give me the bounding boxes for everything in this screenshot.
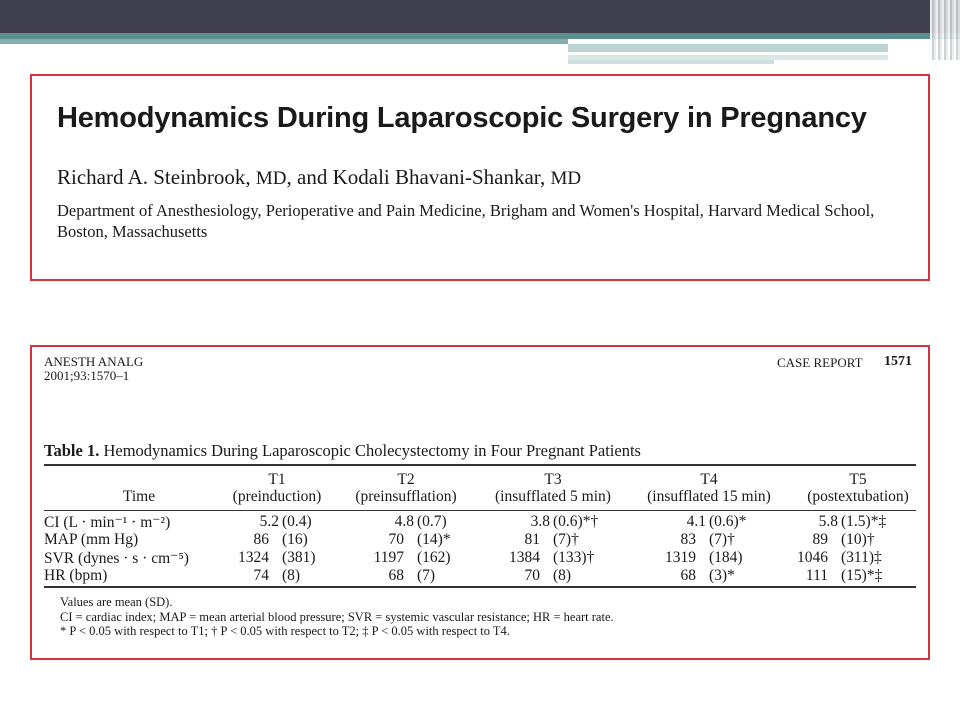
cell-sd: (184) <box>709 549 743 566</box>
table-rule <box>44 586 916 588</box>
journal-citation: 2001;93:1570–1 <box>44 368 130 383</box>
cell-mean: 89 <box>812 531 828 548</box>
table-rule <box>44 510 916 511</box>
cell-sd: (311)‡ <box>841 549 882 566</box>
journal-name: ANESTH ANALG <box>44 354 144 369</box>
col-header-name: T5 <box>849 471 867 488</box>
author-degree: MD <box>550 168 582 189</box>
col-header-name: T2 <box>397 471 415 488</box>
table-row <box>44 531 916 549</box>
cell-mean: 1197 <box>373 549 404 566</box>
slide-accent-stripe <box>0 39 568 44</box>
author-conjunction: , and <box>286 165 328 189</box>
footnote: CI = cardiac index; MAP = mean arterial blood pressure; SVR = systemic vascular resistance; HR = heart rate. <box>60 609 614 624</box>
cell-mean: 74 <box>253 567 269 584</box>
table-row <box>44 513 916 531</box>
col-header-desc: (insufflated 15 min) <box>647 488 771 505</box>
slide-accent-stripe <box>568 44 888 52</box>
cell-sd: (14)* <box>417 531 451 548</box>
cell-mean: 111 <box>805 567 828 584</box>
cell-mean: 1384 <box>509 549 540 566</box>
page-number: 1571 <box>884 354 912 369</box>
paper-affiliation: Department of Anesthesiology, Perioperative and Pain Medicine, Brigham and Women's Hospital, Harvard Medical School, Boston, Massachusetts <box>57 201 875 241</box>
cell-sd: (0.6)* <box>709 513 747 530</box>
cell-sd: (16) <box>282 531 308 548</box>
cell-mean: 1324 <box>238 549 269 566</box>
cell-sd: (1.5)*‡ <box>841 513 887 530</box>
table-label: Table 1. <box>44 441 100 460</box>
col-header-name: T1 <box>268 471 286 488</box>
author-degree: MD <box>255 168 287 189</box>
cell-mean: 1319 <box>665 549 696 566</box>
cell-sd: (133)† <box>553 549 595 566</box>
cell-mean: 81 <box>524 531 540 548</box>
col-header <box>634 471 784 505</box>
row-label: HR (bpm) <box>44 567 108 584</box>
cell-sd: (10)† <box>841 531 875 548</box>
cell-sd: (381) <box>282 549 316 566</box>
cell-sd: (162) <box>417 549 451 566</box>
table-caption-text: Hemodynamics During Laparoscopic Cholecystectomy in Four Pregnant Patients <box>103 441 641 460</box>
section-label: CASE REPORT <box>777 355 863 370</box>
cell-mean: 4.8 <box>394 513 414 530</box>
col-header-desc: (postextubation) <box>807 488 909 505</box>
cell-mean: 68 <box>388 567 404 584</box>
col-header-time: Time <box>122 488 156 505</box>
cell-sd: (7)† <box>709 531 735 548</box>
cell-mean: 5.2 <box>259 513 279 530</box>
table-excerpt-box <box>30 345 930 660</box>
cell-sd: (0.6)*† <box>553 513 599 530</box>
col-header <box>482 471 624 505</box>
row-label: CI (L · min⁻¹ · m⁻²) <box>44 514 171 531</box>
table-row <box>44 567 916 585</box>
slide-accent-stripe <box>568 60 774 64</box>
col-header-desc: (preinsufflation) <box>355 488 457 505</box>
cell-mean: 1046 <box>797 549 828 566</box>
cell-sd: (7) <box>417 567 436 584</box>
col-header-name: T3 <box>544 471 562 488</box>
footnote: Values are mean (SD). <box>60 595 173 609</box>
col-header-desc: (insufflated 5 min) <box>495 488 611 505</box>
slide-top-bar <box>0 0 960 33</box>
cell-mean: 70 <box>524 567 540 584</box>
cell-sd: (0.4) <box>282 513 312 530</box>
paper-header-box <box>30 74 930 281</box>
cell-mean: 68 <box>680 567 696 584</box>
footnote: * P < 0.05 with respect to T1; † P < 0.05 with respect to T2; ‡ P < 0.05 with respect to T4. <box>60 624 510 638</box>
paper-title: Hemodynamics During Laparoscopic Surgery in Pregnancy <box>57 102 867 134</box>
row-label: MAP (mm Hg) <box>44 531 139 548</box>
col-header <box>342 471 470 505</box>
cell-mean: 83 <box>680 531 696 548</box>
col-header <box>217 471 337 505</box>
cell-sd: (8) <box>553 567 572 584</box>
cell-mean: 4.1 <box>686 513 706 530</box>
paper-authors <box>57 165 581 190</box>
col-header-name: T4 <box>700 471 718 488</box>
cell-mean: 86 <box>253 531 269 548</box>
row-label: SVR (dynes · s · cm⁻⁵) <box>44 550 189 567</box>
author-name: Kodali Bhavani-Shankar, <box>332 165 546 189</box>
slide-corner-decoration <box>930 0 960 60</box>
cell-sd: (15)*‡ <box>841 567 883 584</box>
table-caption <box>44 441 641 461</box>
cell-mean: 3.8 <box>530 513 550 530</box>
cell-sd: (8) <box>282 567 301 584</box>
col-header <box>796 471 920 505</box>
cell-sd: (0.7) <box>417 513 447 530</box>
table-row <box>44 549 916 567</box>
table-footnotes <box>60 595 614 639</box>
table-rule <box>44 464 916 466</box>
col-header-desc: (preinduction) <box>232 488 322 505</box>
cell-mean: 5.8 <box>818 513 838 530</box>
journal-info <box>44 355 143 383</box>
cell-sd: (7)† <box>553 531 579 548</box>
author-name: Richard A. Steinbrook, <box>57 165 251 189</box>
cell-sd: (3)* <box>709 567 735 584</box>
cell-mean: 70 <box>388 531 404 548</box>
